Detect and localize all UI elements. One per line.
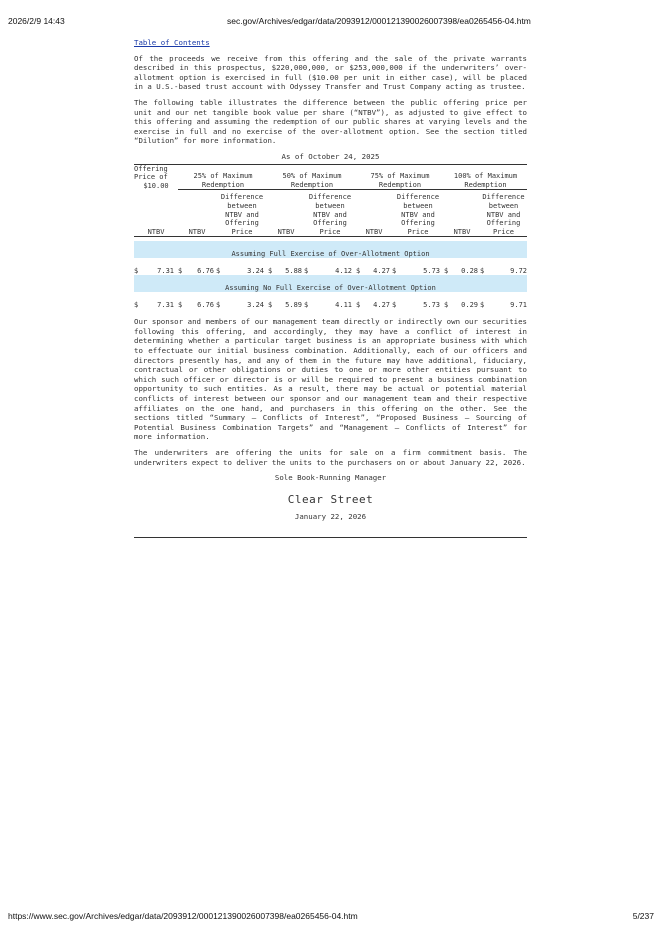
table-cell: $ 6.76	[178, 266, 214, 275]
table-cell: $ 4.12	[304, 266, 352, 275]
col-header-ntbv: NTBV	[268, 190, 304, 237]
table-cell: $ 7.31	[134, 300, 174, 309]
offering-price-header: Offering Price of $10.00	[134, 164, 178, 190]
paragraph-conflicts: Our sponsor and members of our management team directly or indirectly own our securities following this offering, and accordingly, they may have a conflict of interest in determining whether a particular target business is an appropriate business with which to effectuate our initial business combination. Additionally, each of our officers and directors presently has, and any of them in the future may have additional, fiduciary, contractual or other obligations or duties to one or more other entities pursuant to which such officer or director is or will be required to present a business combination opportunity to such entities. As a result, there may be actual or potential material conflicts of interest between our sponsor and our management team and their respective affiliates on the one hand, and purchasers in this offering on the other. See the sections titled “Summary — Conflicts of Interest”, “Proposed Business — Sourcing of Potential Business Combination Targets” and “Management — Conflicts of Interest” for more information.	[134, 317, 527, 442]
table-cell: $ 4.27	[356, 300, 390, 309]
group-header-25: 25% of Maximum Redemption	[178, 164, 268, 190]
table-cell: $ 9.72	[480, 266, 527, 275]
section-divider	[134, 537, 527, 538]
col-header-difference: Difference between NTBV and Offering Price	[216, 190, 268, 237]
table-cell: $ 4.11	[304, 300, 352, 309]
table-of-contents-link[interactable]: Table of Contents	[134, 38, 210, 47]
col-header-ntbv: NTBV	[134, 190, 178, 237]
table-row-full-exercise	[134, 258, 527, 275]
manager-label: Sole Book-Running Manager	[274, 473, 387, 483]
table-row-no-exercise	[134, 292, 527, 309]
document-body	[134, 38, 527, 538]
document-date: January 22, 2026	[294, 512, 367, 522]
table-cell: $ 5.73	[392, 266, 440, 275]
footer-url: https://www.sec.gov/Archives/edgar/data/2093912/000121390026007398/ea0265456-04.htm	[8, 911, 358, 921]
col-header-difference: Difference between NTBV and Offering Price	[392, 190, 444, 237]
table-cell: $ 0.29	[444, 300, 478, 309]
header-url: sec.gov/Archives/edgar/data/2093912/000121390026007398/ea0265456-04.htm	[227, 16, 531, 26]
table-cell: $ 6.76	[178, 300, 214, 309]
table-cell: $ 7.31	[134, 266, 174, 275]
col-header-ntbv: NTBV	[178, 190, 216, 237]
table-cell: $ 0.28	[444, 266, 478, 275]
paragraph-ntbv-intro: The following table illustrates the difference between the public offering price per unit and our net tangible book value per share (“NTBV”), as adjusted to give effect to this offering and assuming the redemption of our public shares at varying levels and the exercise in full and no exercise of the over-allotment option. See the section titled “Dilution” for more information.	[134, 97, 527, 146]
col-header-ntbv: NTBV	[444, 190, 480, 237]
col-header-difference: Difference between NTBV and Offering Price	[304, 190, 356, 237]
col-header-ntbv: NTBV	[356, 190, 392, 237]
col-header-difference: Difference between NTBV and Offering Price	[480, 190, 527, 237]
table-column-header-row	[134, 190, 527, 237]
paragraph-underwriters: The underwriters are offering the units for sale on a firm commitment basis. The underwriters expect to deliver the units to the purchasers on or about January 22, 2026.	[134, 448, 527, 467]
table-as-of-label: As of October 24, 2025	[281, 151, 380, 161]
paragraph-trust-account: Of the proceeds we receive from this offering and the sale of the private warrants described in this prospectus, $220,000,000, or $253,000,000 if the underwriters’ over-allotment option is exercised in full ($10.00 per unit in either case), will be placed in a U.S.-based trust account with Odyssey Transfer and Trust Company acting as trustee.	[134, 53, 527, 92]
browser-footer	[8, 911, 654, 921]
table-group-header-row	[134, 164, 527, 190]
manager-name: Clear Street	[287, 492, 374, 506]
print-timestamp: 2026/2/9 14:43	[8, 16, 65, 26]
page-counter: 5/237	[632, 911, 654, 921]
group-header-75: 75% of Maximum Redemption	[356, 164, 444, 190]
table-cell: $ 5.73	[392, 300, 440, 309]
table-cell: $ 5.88	[268, 266, 302, 275]
group-header-50: 50% of Maximum Redemption	[268, 164, 356, 190]
table-band-full-exercise: Assuming Full Exercise of Over-Allotment Option	[134, 241, 527, 258]
group-header-100: 100% of Maximum Redemption	[444, 164, 527, 190]
browser-header	[8, 16, 654, 26]
table-cell: $ 3.24	[216, 266, 264, 275]
table-cell: $ 4.27	[356, 266, 390, 275]
ntbv-table	[134, 164, 527, 310]
table-band-no-exercise: Assuming No Full Exercise of Over-Allotment Option	[134, 275, 527, 292]
table-cell: $ 9.71	[480, 300, 527, 309]
table-cell: $ 3.24	[216, 300, 264, 309]
table-cell: $ 5.89	[268, 300, 302, 309]
